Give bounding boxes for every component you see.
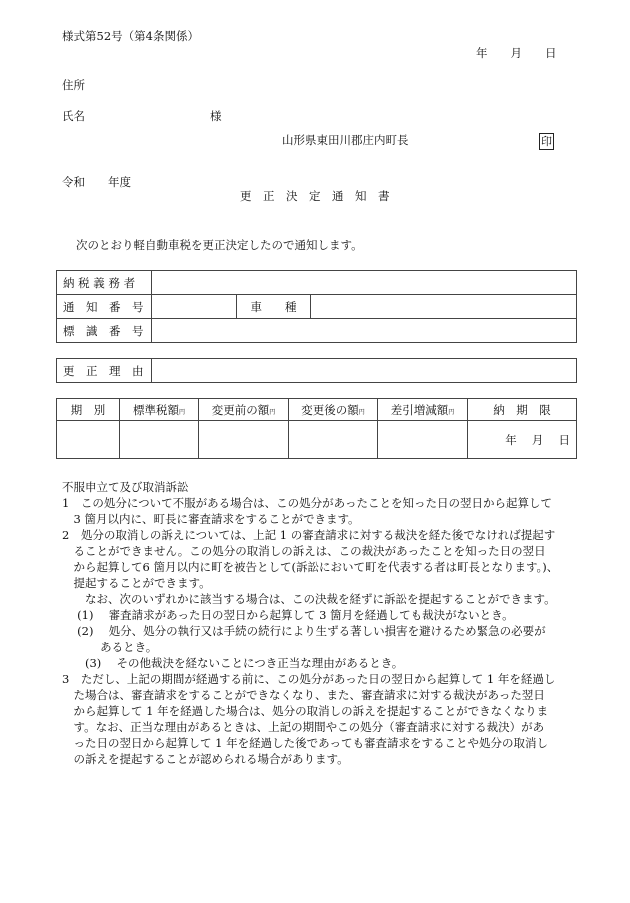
intro-text: 次のとおり軽自動車税を更正決定したので通知します。 [76, 238, 363, 252]
appeal-line: の訴えを提起することが認められる場合があります。 [62, 752, 349, 766]
header-period: 期 別 [57, 399, 120, 421]
appeal-line: (3) その他裁決を経ないことにつき正当な理由があるとき。 [62, 656, 404, 670]
header-after-amount: 変更後の額円 [289, 399, 378, 421]
notice-number-value [152, 295, 237, 319]
cell-before-amount [199, 421, 289, 459]
appeal-line: ることができません。この処分の取消しの訴えは、この裁決があったことを知った日の翌日 [62, 544, 546, 558]
info-table [56, 270, 577, 343]
appeal-line: 1 この処分について不服がある場合は、この処分があったことを知った日の翌日から起算して [62, 496, 552, 510]
seal-stamp: 印 [541, 135, 552, 148]
cell-standard-tax [120, 421, 199, 459]
amount-table [56, 398, 577, 459]
currency-unit: 円 [358, 408, 365, 416]
currency-unit: 円 [178, 408, 185, 416]
address-label: 住所 [62, 78, 85, 92]
appeal-line: 3 箇月以内に、町長に審査請求をすることができます。 [62, 512, 360, 526]
currency-unit: 円 [269, 408, 276, 416]
header-standard-tax: 標準税額円 [120, 399, 199, 421]
appeal-line: 2 処分の取消しの訴えについては、上記 1 の審査請求に対する裁決を経た後でなければ提起す [62, 528, 556, 542]
appeal-line: (1) 審査請求があった日の翌日から起算して 3 箇月を経過しても裁決がないとき。 [62, 608, 514, 622]
notice-number-label: 通 知 番 号 [57, 295, 152, 319]
name-label: 氏名 [62, 109, 85, 123]
appeal-line: た場合は、審査請求をすることができなくなり、また、審査請求に対する裁決があった翌日 [62, 688, 545, 702]
document-title: 更 正 決 定 通 知 書 [240, 189, 390, 203]
appeal-line: す。なお、正当な理由があるときは、上記の期間やこの処分（審査請求に対する裁決）があ [62, 720, 545, 734]
reason-label: 更 正 理 由 [57, 359, 152, 383]
issue-date: 年 月 日 [476, 46, 557, 60]
reason-table [56, 358, 577, 383]
issuer: 山形県東田川郡庄内町長 [282, 133, 409, 147]
appeal-line: から起算して 1 年を経過した場合は、処分の取消しの訴えを提起することができなくなりま [62, 704, 549, 718]
appeal-line: 提起することができます。 [62, 576, 211, 590]
vehicle-type-label: 車 種 [237, 295, 311, 319]
reason-value [152, 359, 577, 383]
honorific: 様 [210, 109, 222, 123]
appeal-line: から起算して6 箇月以内に町を被告として(訴訟において町を代表する者は町長となります。)、 [62, 560, 559, 574]
taxpayer-value [152, 271, 577, 295]
header-due-date: 納 期 限 [468, 399, 577, 421]
appeal-line: あるとき。 [62, 640, 158, 654]
cell-period [57, 421, 120, 459]
header-difference: 差引増減額円 [378, 399, 468, 421]
appeal-line: (2) 処分、処分の執行又は手続の続行により生ずる著しい損害を避けるため緊急の必要が [62, 624, 546, 638]
fiscal-year: 令和 年度 [62, 175, 131, 189]
plate-number-value [152, 319, 577, 343]
cell-after-amount [289, 421, 378, 459]
vehicle-type-value [311, 295, 577, 319]
currency-unit: 円 [448, 408, 455, 416]
header-before-amount: 変更前の額円 [199, 399, 289, 421]
cell-due-date: 年 月 日 [468, 421, 577, 459]
appeal-line: った日の翌日から起算して 1 年を経過した後であっても審査請求をすることや処分の取消し [62, 736, 549, 750]
plate-number-label: 標 識 番 号 [57, 319, 152, 343]
appeal-line: なお、次のいずれかに該当する場合は、この決裁を経ずに訴訟を提起することができます。 [62, 592, 556, 606]
taxpayer-label: 納 税 義 務 者 [57, 271, 152, 295]
appeal-notes [62, 479, 582, 767]
form-number: 様式第52号（第4条関係） [62, 29, 199, 43]
cell-difference [378, 421, 468, 459]
appeal-heading: 不服申立て及び取消訴訟 [62, 480, 189, 494]
appeal-line: 3 ただし、上記の期間が経過する前に、この処分があった日の翌日から起算して 1 年を経過し [62, 672, 556, 686]
